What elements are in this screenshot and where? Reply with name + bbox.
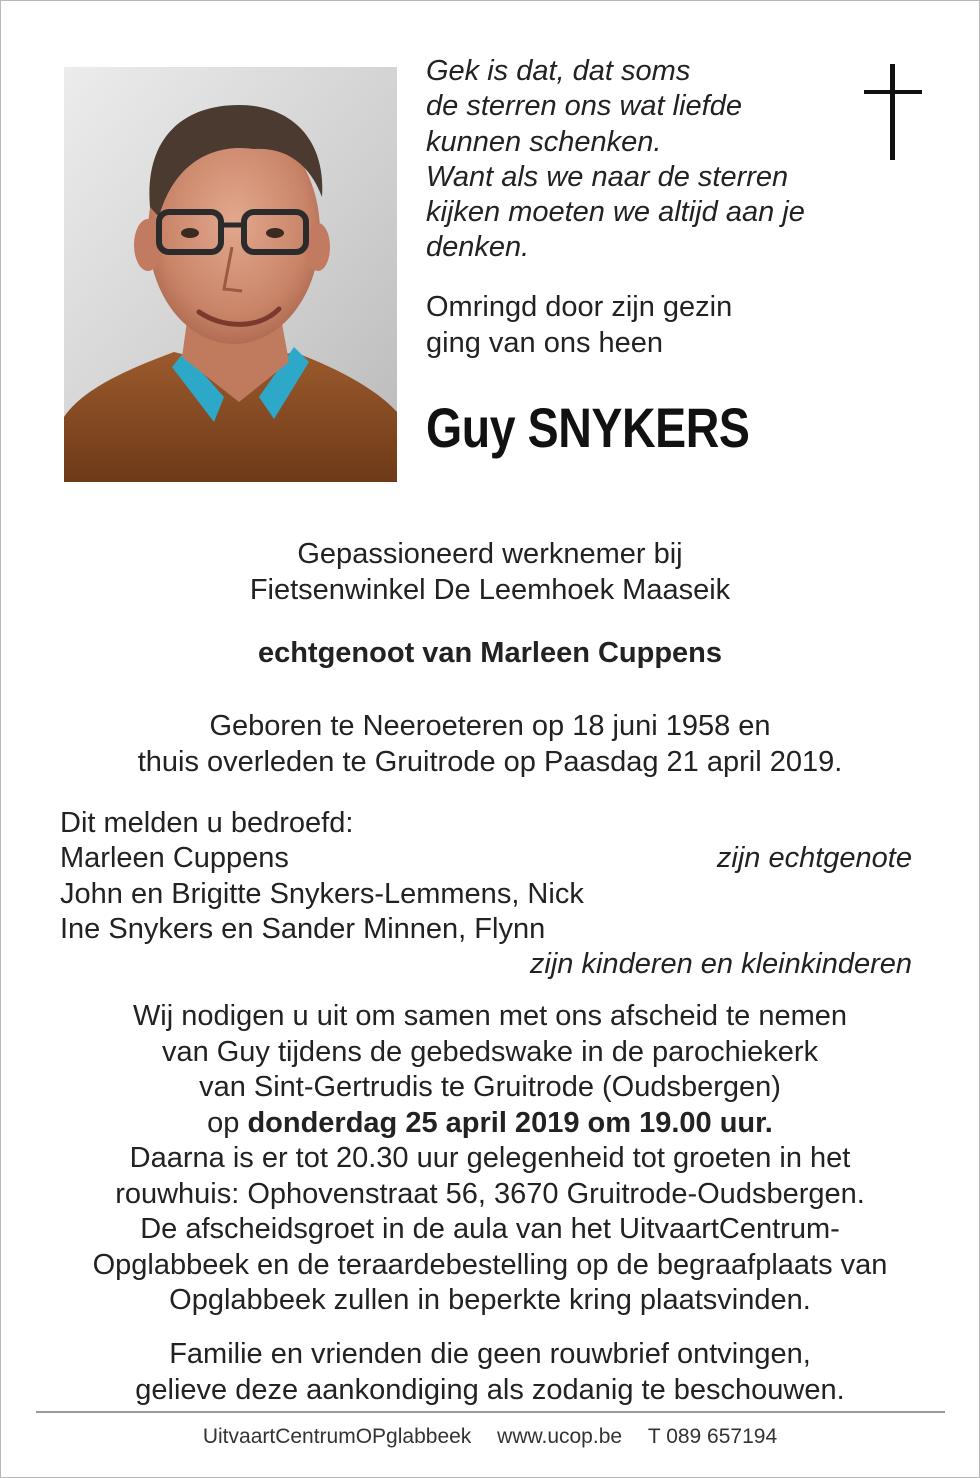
- invitation-line: Wij nodigen u uit om samen met ons afscheid te nemen: [132, 1000, 848, 1032]
- mourners-list: [60, 806, 912, 982]
- death-line: thuis overleden te Gruitrode op Paasdag 21 april 2019.: [137, 745, 843, 778]
- mourner-role: zijn echtgenote: [716, 842, 912, 875]
- invitation: [0, 999, 980, 1319]
- occupation: [0, 537, 980, 608]
- portrait-photo: [64, 67, 397, 482]
- footer-website[interactable]: www.ucop.be: [497, 1425, 623, 1448]
- mourner-name: John en Brigitte Snykers-Lemmens, Nick: [60, 877, 584, 910]
- poem-line: Want als we naar de sterren: [426, 160, 789, 193]
- closing-note: [0, 1337, 980, 1408]
- poem: [426, 54, 856, 266]
- invitation-line: Daarna is er tot 20.30 uur gelegenheid tot groeten in het: [129, 1142, 851, 1174]
- service-datetime: donderdag 25 april 2019 om 19.00 uur.: [247, 1106, 773, 1139]
- invitation-line: De afscheidsgroet in de aula van het UitvaartCentrum-: [140, 1213, 840, 1245]
- invitation-line: Opglabbeek zullen in beperkte kring plaatsvinden.: [169, 1284, 811, 1316]
- footer-company: UitvaartCentrumOPglabbeek: [202, 1425, 472, 1448]
- invitation-line: van Sint-Gertrudis te Gruitrode (Oudsbergen): [199, 1071, 781, 1103]
- spouse-line: echtgenoot van Marleen Cuppens: [257, 637, 723, 669]
- closing-line: Familie en vrienden die geen rouwbrief ontvingen,: [169, 1338, 811, 1370]
- occupation-line: Fietsenwinkel De Leemhoek Maaseik: [249, 573, 731, 606]
- invitation-line: [0, 1106, 980, 1142]
- intro-line: Omringd door zijn gezin: [426, 291, 733, 323]
- footer-phone: T 089 657194: [647, 1425, 778, 1448]
- footer: [0, 1425, 980, 1449]
- poem-line: kunnen schenken.: [426, 125, 662, 158]
- poem-line: de sterren ons wat liefde: [426, 90, 742, 123]
- poem-line: kijken moeten we altijd aan je: [426, 196, 805, 229]
- mourner-role: zijn kinderen en kleinkinderen: [529, 948, 912, 981]
- deceased-name: Guy SNYKERS: [426, 396, 750, 459]
- intro-text: [426, 290, 732, 361]
- poem-line: denken.: [426, 231, 530, 264]
- announcement-heading: Dit melden u bedroefd:: [60, 807, 354, 839]
- date-prefix: op: [207, 1106, 240, 1139]
- occupation-line: Gepassioneerd werknemer bij: [297, 538, 683, 570]
- divider: [36, 1411, 945, 1413]
- intro-line: ging van ons heen: [426, 326, 664, 359]
- invitation-line: rouwhuis: Ophovenstraat 56, 3670 Gruitrode-Oudsbergen.: [115, 1177, 865, 1210]
- cross-icon: [864, 64, 922, 160]
- invitation-line: Opglabbeek en de teraardebestelling op de begraafplaats van: [92, 1248, 888, 1281]
- birth-line: Geboren te Neeroeteren op 18 juni 1958 en: [209, 710, 771, 742]
- poem-line: Gek is dat, dat soms: [426, 55, 691, 87]
- closing-line: gelieve deze aankondiging als zodanig te beschouwen.: [135, 1373, 845, 1406]
- birth-death: [0, 709, 980, 780]
- invitation-line: van Guy tijdens de gebedswake in de parochiekerk: [161, 1035, 819, 1068]
- mourner-name: Marleen Cuppens: [60, 842, 289, 875]
- mourner-name: Ine Snykers en Sander Minnen, Flynn: [60, 912, 546, 945]
